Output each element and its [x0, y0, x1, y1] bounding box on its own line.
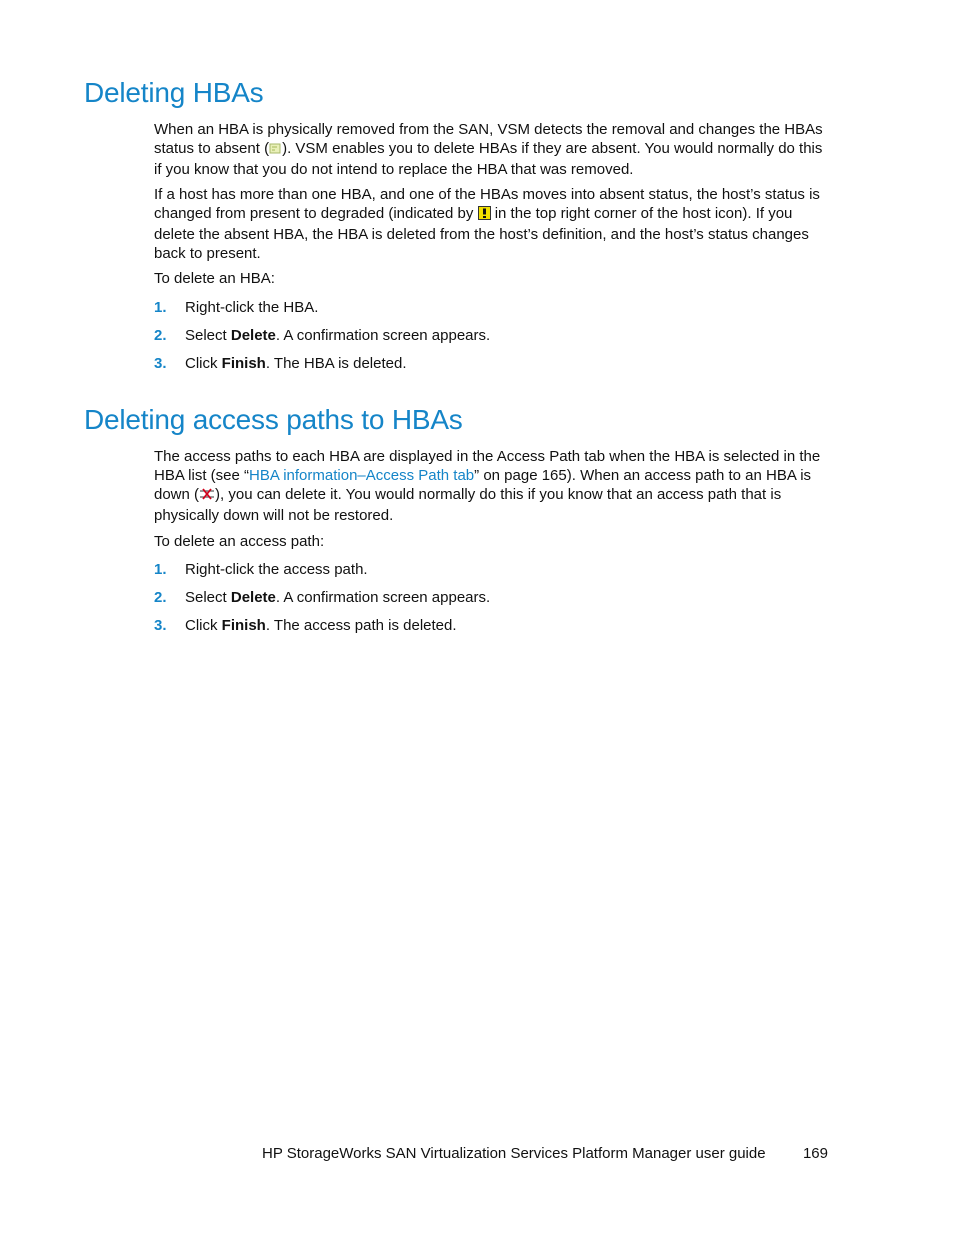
access-path-down-icon — [199, 487, 215, 506]
document-page: Deleting HBAs When an HBA is physically removed from the SAN, VSM detects the removal and changes the HBAs status to absent ( ). VSM enables you to delete HBAs if they are absent. You would normally do this if you know that you do not intend to replace the HBA that was removed. If a host has more than one HBA, and one of the HBAs moves into absent status, the host’s status is changed from present to degraded (indicated by in the top right corner of the host icon). If you delete the absent HBA, the HBA is deleted from the host’s definition, and the host’s status changes back to present. To delete an HBA: 1. Right-click the HBA. 2. Select Delete. A confirmation screen appears. 3. Click Finish. The HBA is deleted. Deleting access paths to HBAs The access paths to each HBA are displayed in the Access Path tab when the HBA is selected in the HBA list (see “HBA information–Access Path tab” on page 165). When an access path to an HBA is down ( ), you can delete it. You would normally do this if you know that an access path that is physically down will not be restored. To delete an access path: 1. Right-click the access path. 2. Select Delete. A confirmation screen appears. 3. Click Finish. The access path is deleted. HP StorageWorks SAN Virtualization Services Platform Manager user guide 169 — [0, 0, 954, 1235]
paragraph-intro-delete-path: To delete an access path: — [154, 533, 325, 550]
paragraph-intro-delete-hba: To delete an HBA: — [154, 270, 275, 287]
page-number: 169 — [802, 1145, 828, 1162]
paragraph-hba-removal: When an HBA is physically removed from the SAN, VSM detects the removal and changes the HBAs status to absent ( ). VSM enables you to delete HBAs if they are absent. You would normally do this if you know that you do not intend to replace the HBA that was removed. — [154, 121, 823, 178]
paragraph-access-paths: The access paths to each HBA are displayed in the Access Path tab when the HBA is selected in the HBA list (see “HBA information–Access Path tab” on page 165). When an access path to an HBA is down ( ), you can delete it. You would normally do this if you know that an access path that is physically down will not be restored. — [154, 448, 821, 524]
section-heading-deleting-hbas: Deleting HBAs — [84, 77, 264, 108]
footer-title: HP StorageWorks SAN Virtualization Services Platform Manager user guide — [262, 1145, 766, 1162]
hba-information-access-path-link[interactable]: HBA information–Access Path tab — [249, 467, 475, 484]
hba-absent-icon — [269, 141, 282, 160]
degraded-warning-icon — [478, 206, 491, 225]
section-heading-deleting-access-paths: Deleting access paths to HBAs — [84, 404, 463, 435]
paragraph-host-degraded: If a host has more than one HBA, and one of the HBAs moves into absent status, the host’s status is changed from present to degraded (indicated by in the top right corner of the host icon). If you delete the absent HBA, the HBA is deleted from the host’s definition, and the host’s status changes back to present. — [154, 186, 820, 262]
